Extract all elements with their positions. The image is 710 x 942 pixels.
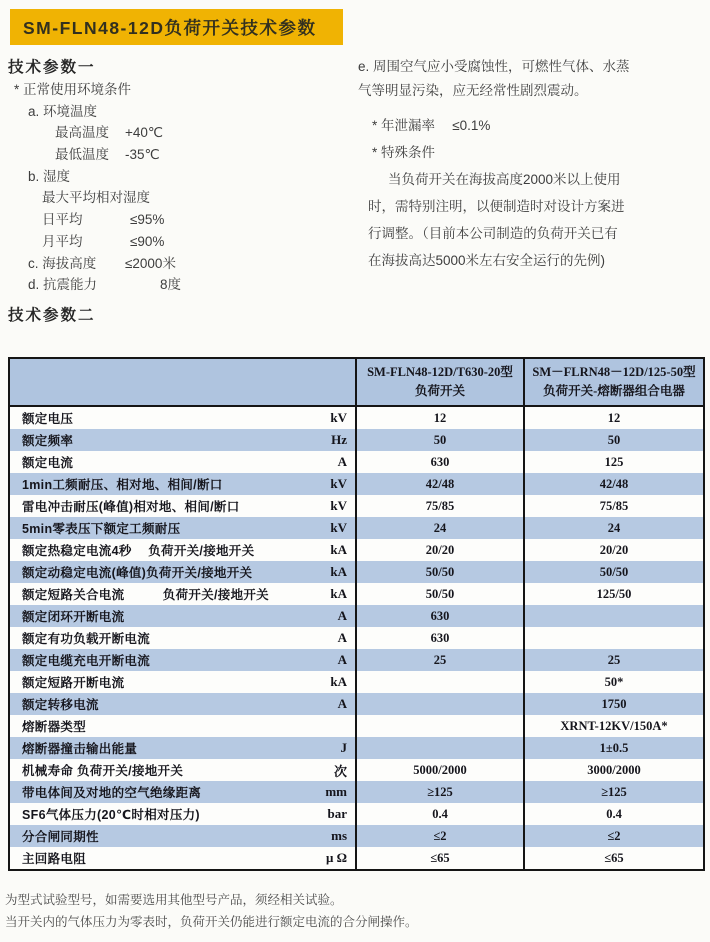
value-cell-switch — [356, 693, 524, 715]
param-unit: kV — [330, 410, 347, 425]
param-cell — [9, 737, 356, 759]
param-cell-content — [10, 453, 355, 471]
table-row — [9, 561, 704, 583]
condition-text-line: * 年泄漏率 ≤0.1% — [372, 118, 491, 133]
spec-line-value: ≤2000米 — [125, 255, 176, 271]
param-unit: mm — [325, 784, 347, 799]
param-cell-content — [10, 651, 355, 669]
param-label: 额定有功负载开断电流 — [22, 632, 151, 646]
value-cell-switch: 25 — [356, 649, 524, 671]
spec-line-label: 月平均 — [42, 233, 83, 249]
spec-table — [8, 357, 705, 871]
spec-line-label: 最低温度 — [55, 147, 109, 163]
value-cell-combo: 3000/2000 — [524, 759, 704, 781]
table-row — [9, 737, 704, 759]
value-cell-combo: 125/50 — [524, 583, 704, 605]
footnotes — [5, 889, 418, 933]
param-label: 1min工频耐压、相对地、相间/断口 — [22, 478, 223, 492]
param-label: 熔断器撞击输出能量 — [22, 742, 138, 756]
param-label: 熔断器类型 — [22, 720, 87, 734]
spec-line — [8, 144, 353, 166]
param-cell-content — [10, 409, 355, 427]
value-cell-switch: 50/50 — [356, 561, 524, 583]
value-cell-switch — [356, 737, 524, 759]
param-label: 额定转移电流 — [22, 698, 99, 712]
table-row — [9, 847, 704, 870]
param-cell-content — [10, 783, 355, 801]
value-cell-combo: 42/48 — [524, 473, 704, 495]
value-cell-combo: 50/50 — [524, 561, 704, 583]
param-label: 5min零表压下额定工频耐压 — [22, 522, 181, 536]
spec-line-label: a. 环境温度 — [28, 103, 98, 119]
table-row — [9, 825, 704, 847]
param-cell-content — [10, 717, 355, 735]
param-cell-content — [10, 497, 355, 515]
param-cell — [9, 671, 356, 693]
param-cell — [9, 451, 356, 473]
param-unit: ms — [331, 828, 347, 843]
param-cell-content — [10, 673, 355, 691]
header-col-switch — [356, 358, 524, 406]
table-row — [9, 649, 704, 671]
param-cell-content — [10, 431, 355, 449]
value-cell-combo — [524, 605, 704, 627]
spec-line — [8, 274, 353, 296]
section-title-params2: 技术参数二 — [8, 307, 96, 324]
table-row — [9, 495, 704, 517]
page-title-banner — [10, 9, 343, 45]
special-conditions-list — [358, 55, 708, 274]
table-row — [9, 517, 704, 539]
param-unit: A — [337, 630, 347, 645]
value-cell-switch: 630 — [356, 605, 524, 627]
param-cell-content — [10, 585, 355, 603]
param-unit: kV — [330, 498, 347, 513]
value-cell-combo — [524, 627, 704, 649]
value-cell-combo: 75/85 — [524, 495, 704, 517]
header-col-switch-line2: 负荷开关 — [414, 384, 465, 398]
value-cell-combo: XRNT-12KV/150A* — [524, 715, 704, 737]
param-cell-content — [10, 541, 355, 559]
param-cell-content — [10, 827, 355, 845]
footnote-line: 当开关内的气体压力为零表时，负荷开关仍能进行额定电流的合分闸操作。 — [5, 915, 418, 929]
param-label: 额定短路开断电流 — [22, 676, 125, 690]
value-cell-switch: 24 — [356, 517, 524, 539]
param-cell — [9, 539, 356, 561]
table-row — [9, 627, 704, 649]
param-cell — [9, 583, 356, 605]
value-cell-switch: ≤65 — [356, 847, 524, 870]
param-unit: kA — [330, 542, 347, 557]
value-cell-switch: 50/50 — [356, 583, 524, 605]
param-unit: A — [337, 696, 347, 711]
spec-line-value: ≤95% — [130, 212, 165, 228]
param-cell — [9, 715, 356, 737]
section-title-params1: 技术参数一 — [8, 59, 96, 76]
param-unit: A — [337, 608, 347, 623]
header-blank-cell — [9, 358, 356, 406]
param-cell-content — [10, 761, 355, 780]
param-label: 带电体间及对地的空气绝缘距离 — [22, 786, 202, 800]
value-cell-switch: 50 — [356, 429, 524, 451]
spec-line-value: -35℃ — [125, 147, 160, 163]
value-cell-combo: 50 — [524, 429, 704, 451]
value-cell-switch: ≤2 — [356, 825, 524, 847]
param-label: 额定短路关合电流 负荷开关/接地开关 — [22, 588, 269, 602]
page-title: SM-FLN48-12D负荷开关技术参数 — [23, 17, 317, 38]
param-unit: J — [340, 740, 347, 755]
param-cell — [9, 803, 356, 825]
param-cell — [9, 693, 356, 715]
param-unit: A — [337, 652, 347, 667]
table-row — [9, 605, 704, 627]
spec-line-value: +40℃ — [125, 125, 164, 141]
param-label: 主回路电阻 — [22, 852, 87, 866]
param-cell-content — [10, 629, 355, 647]
param-cell — [9, 605, 356, 627]
param-label: 额定热稳定电流4秒 负荷开关/接地开关 — [22, 544, 255, 558]
spec-line — [8, 209, 353, 231]
param-cell — [9, 517, 356, 539]
spec-line — [8, 187, 353, 209]
table-row — [9, 693, 704, 715]
param-cell — [9, 627, 356, 649]
value-cell-switch: 5000/2000 — [356, 759, 524, 781]
value-cell-combo: 1750 — [524, 693, 704, 715]
spec-line-label: 日平均 — [42, 212, 83, 228]
condition-text-line: 气等明显污染，应无经常性剧烈震动。 — [358, 82, 588, 98]
param-cell-content — [10, 563, 355, 581]
spec-line-label: 最大平均相对湿度 — [42, 190, 150, 206]
param-cell — [9, 847, 356, 870]
spec-line — [8, 253, 353, 275]
param-cell — [9, 495, 356, 517]
param-unit: Hz — [331, 432, 347, 447]
param-cell — [9, 406, 356, 429]
value-cell-combo: 0.4 — [524, 803, 704, 825]
table-row — [9, 671, 704, 693]
param-cell-content — [10, 519, 355, 537]
param-label: 额定电压 — [22, 412, 74, 426]
header-col-combo-line2: 负荷开关-熔断器组合电器 — [543, 384, 685, 398]
table-row — [9, 781, 704, 803]
spec-line — [8, 231, 353, 253]
table-row — [9, 759, 704, 781]
param-cell-content — [10, 849, 355, 867]
value-cell-switch: 630 — [356, 451, 524, 473]
param-unit: kV — [330, 476, 347, 491]
param-label: 额定闭环开断电流 — [22, 610, 125, 624]
spec-line-label: * 正常使用环境条件 — [14, 82, 132, 97]
param-cell-content — [10, 475, 355, 493]
value-cell-switch: 75/85 — [356, 495, 524, 517]
value-cell-switch: ≥125 — [356, 781, 524, 803]
param-unit: kA — [330, 586, 347, 601]
spec-line — [8, 166, 353, 188]
param-cell-content — [10, 607, 355, 625]
value-cell-combo: 125 — [524, 451, 704, 473]
param-label: 额定频率 — [22, 434, 74, 448]
spec-line-label: c. 海拔高度 — [28, 255, 97, 271]
spec-line — [8, 79, 353, 101]
value-cell-combo: 20/20 — [524, 539, 704, 561]
table-row — [9, 473, 704, 495]
condition-text-line: e. 周围空气应小受腐蚀性，可燃性气体、水蒸 — [358, 59, 630, 74]
value-cell-switch: 12 — [356, 406, 524, 429]
spec-line-value: ≤90% — [130, 233, 165, 249]
param-unit: kV — [330, 520, 347, 535]
param-unit: μ Ω — [325, 850, 347, 865]
param-cell — [9, 429, 356, 451]
param-label: 额定电缆充电开断电流 — [22, 654, 151, 668]
param-cell-content — [10, 695, 355, 713]
param-cell — [9, 561, 356, 583]
table-row — [9, 429, 704, 451]
spec-line — [8, 122, 353, 144]
condition-text-line: 在海拔高达5000米左右安全运行的先例) — [368, 253, 606, 268]
param-cell — [9, 473, 356, 495]
spec-line-label: 最高温度 — [55, 125, 109, 141]
condition-text-line: * 特殊条件 — [372, 145, 436, 160]
param-label: 雷电冲击耐压(峰值)相对地、相间/断口 — [22, 500, 240, 514]
value-cell-switch — [356, 715, 524, 737]
table-row — [9, 539, 704, 561]
spec-line-value: 8度 — [160, 277, 182, 293]
value-cell-switch: 630 — [356, 627, 524, 649]
param-unit: 次 — [333, 763, 347, 779]
value-cell-combo: ≤2 — [524, 825, 704, 847]
value-cell-combo: 1±0.5 — [524, 737, 704, 759]
condition-text-line: 时，需特别注明，以便制造时对设计方案进 — [368, 199, 625, 214]
spec-line-label: b. 湿度 — [28, 168, 71, 184]
param-unit: A — [337, 454, 347, 469]
param-unit: kA — [330, 674, 347, 689]
value-cell-switch: 20/20 — [356, 539, 524, 561]
value-cell-combo: 50* — [524, 671, 704, 693]
table-row — [9, 803, 704, 825]
condition-text-line: 行调整。（目前本公司制造的负荷开关已有 — [368, 226, 618, 241]
value-cell-combo: 12 — [524, 406, 704, 429]
header-col-combo-line1: SM－FLRN48－12D/125-50型 — [532, 364, 696, 379]
param-unit: bar — [327, 806, 347, 821]
value-cell-switch: 0.4 — [356, 803, 524, 825]
spec-line-label: d. 抗震能力 — [28, 277, 98, 293]
param-label: 额定电流 — [22, 456, 74, 470]
param-label: SF6气体压力(20℃时相对压力) — [22, 808, 200, 822]
value-cell-combo: 24 — [524, 517, 704, 539]
condition-text-line: 当负荷开关在海拔高度2000米以上使用 — [388, 172, 621, 187]
value-cell-combo: ≥125 — [524, 781, 704, 803]
value-cell-combo: 25 — [524, 649, 704, 671]
table-row — [9, 451, 704, 473]
environment-conditions-list — [8, 79, 353, 296]
table-header-row — [9, 358, 704, 406]
spec-table-wrap — [8, 357, 703, 871]
value-cell-switch — [356, 671, 524, 693]
param-cell-content — [10, 739, 355, 757]
param-unit: kA — [330, 564, 347, 579]
table-row — [9, 583, 704, 605]
value-cell-combo: ≤65 — [524, 847, 704, 870]
header-col-switch-line1: SM-FLN48-12D/T630-20型 — [367, 364, 513, 379]
footnote-line: 为型式试验型号，如需要选用其他型号产品，须经相关试验。 — [5, 893, 343, 907]
param-cell — [9, 759, 356, 781]
value-cell-switch: 42/48 — [356, 473, 524, 495]
param-label: 分合闸同期性 — [22, 830, 99, 844]
param-label: 机械寿命 负荷开关/接地开关 — [22, 764, 184, 778]
param-cell — [9, 825, 356, 847]
table-row — [9, 715, 704, 737]
header-col-combo — [524, 358, 704, 406]
param-cell — [9, 781, 356, 803]
param-cell — [9, 649, 356, 671]
param-cell-content — [10, 805, 355, 823]
table-row — [9, 406, 704, 429]
spec-line — [8, 101, 353, 123]
param-label: 额定动稳定电流(峰值)负荷开关/接地开关 — [22, 566, 253, 580]
